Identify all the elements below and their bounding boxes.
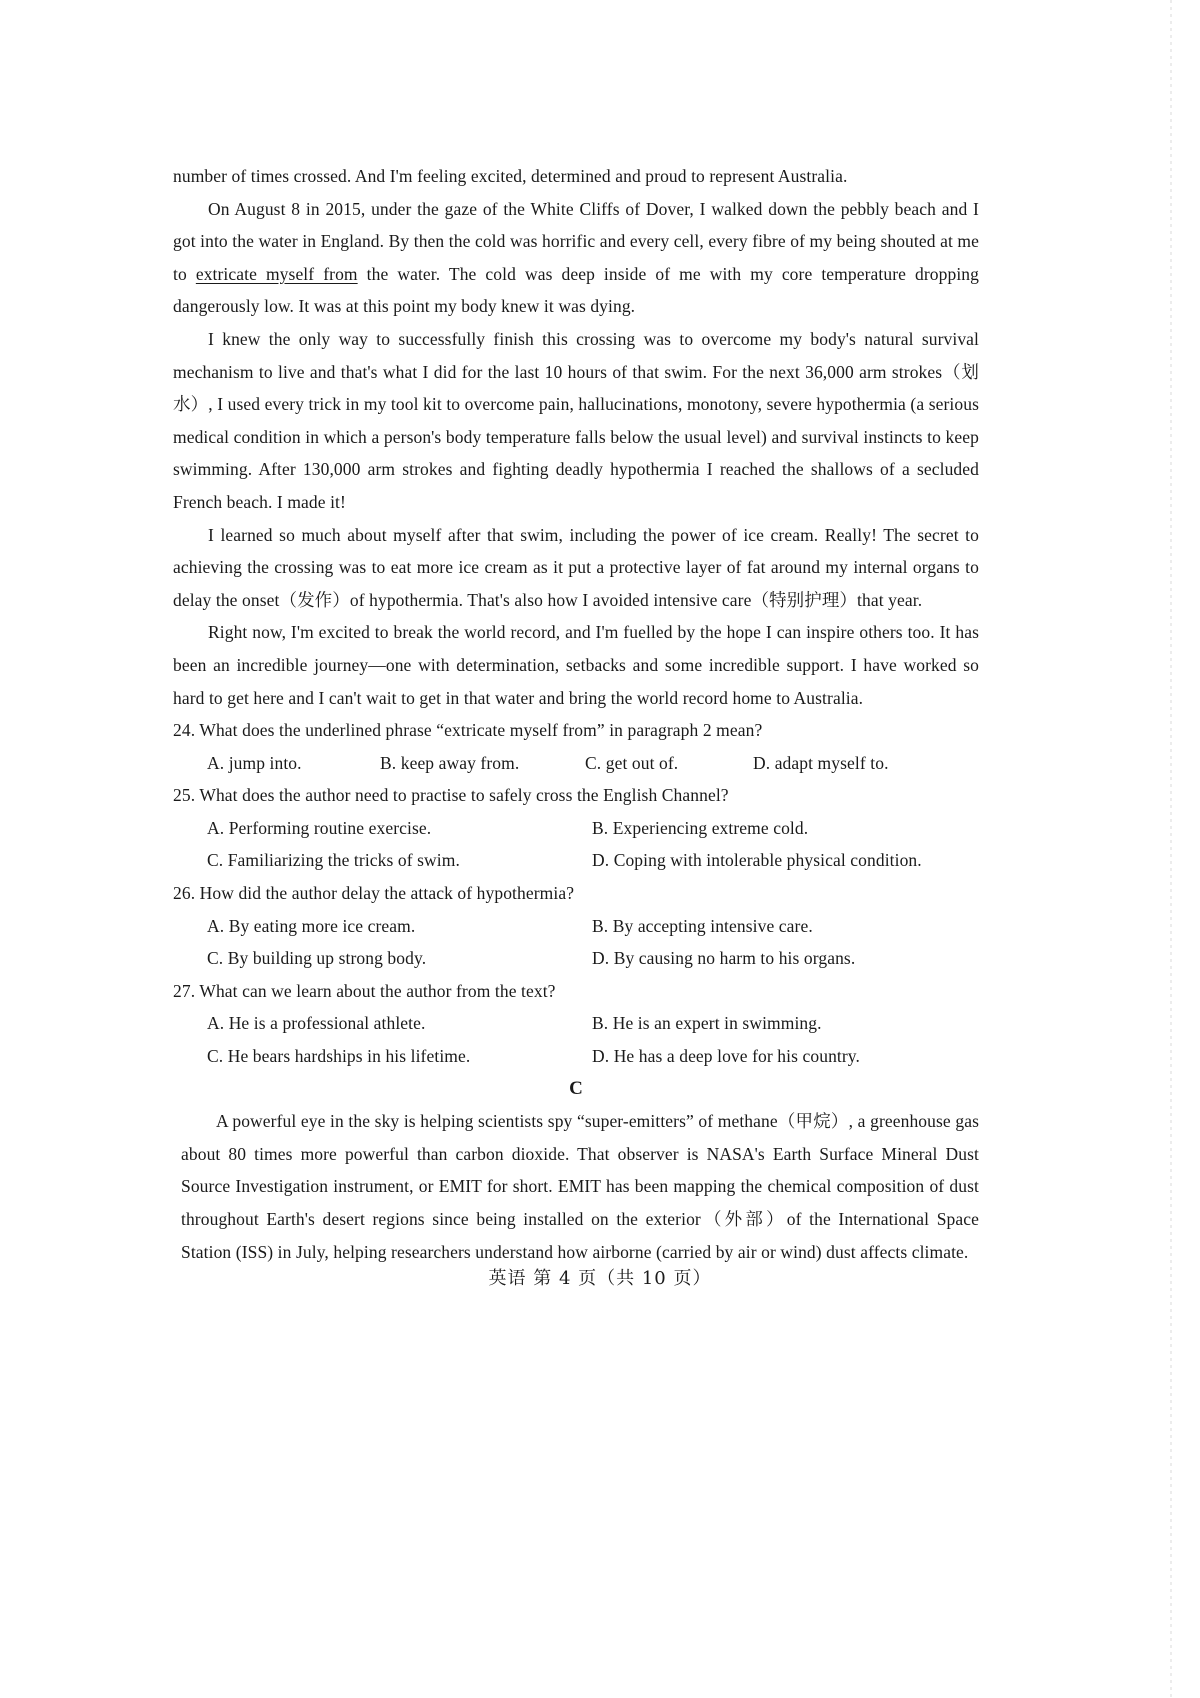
question-25: 25. What does the author need to practise to safely cross the English Channel? (173, 785, 729, 806)
option-26d: D. By causing no harm to his organs. (592, 948, 856, 969)
underlined-phrase: extricate myself from (195, 263, 358, 284)
option-27a: A. He is a professional athlete. (207, 1013, 426, 1034)
option-24c: C. get out of. (585, 752, 679, 773)
passage-content (173, 160, 979, 1268)
section-c-heading: C (569, 1077, 583, 1099)
paragraph-3: I knew the only way to successfully finish this crossing was to overcome my body's natural survival mechanism to live and that's what I did for the last 10 hours of that swim. For the next 36,000 arm strokes（划水）, I used every trick in my tool kit to overcome pain, hallucinations, monotony, severe hypothermia (a serious medical condition in which a person's body temperature falls below the usual level) and survival instincts to keep swimming. After 130,000 arm strokes and fighting deadly hypothermia I reached the shallows of a secluded French beach. I made it! (173, 328, 979, 512)
option-25c: C. Familiarizing the tricks of swim. (207, 850, 460, 871)
question-27-options-ab (173, 1007, 979, 1040)
question-25-options-ab (173, 812, 979, 845)
option-25d: D. Coping with intolerable physical condition. (592, 850, 922, 871)
question-24: 24. What does the underlined phrase “extricate myself from” in paragraph 2 mean? (173, 720, 763, 741)
question-27: 27. What can we learn about the author from the text? (173, 980, 556, 1001)
question-26: 26. How did the author delay the attack of hypothermia? (173, 883, 575, 904)
paragraph-1: number of times crossed. And I'm feeling excited, determined and proud to represent Australia. (173, 166, 848, 186)
question-24-options (173, 747, 979, 780)
paragraph-4: I learned so much about myself after that swim, including the power of ice cream. Really! The secret to achieving the crossing was to eat more ice cream as it put a protective layer of fat around my internal organs to delay the onset（发作）of hypothermia. That's also how I avoided intensive care（特别护理）that year. (173, 524, 979, 610)
paragraph-2 (173, 193, 979, 323)
question-27-options-cd (173, 1040, 979, 1073)
paragraph-2-before: On August 8 in 2015, under the gaze of the White Cliffs of Dover, I walked down the pebbly beach and I got into the water in England. By then the cold was horrific and every cell, every fibre of my being shouted at me to (173, 198, 979, 284)
page-footer: 英语 第 4 页（共 10 页） (488, 1268, 712, 1289)
scan-edge-artifact (1170, 0, 1172, 1698)
paragraph-5: Right now, I'm excited to break the world record, and I'm fuelled by the hope I can inspire others too. It has been an incredible journey—one with determination, setbacks and some incredible support. I have worked so hard to get here and I can't wait to get in that water and bring the world record home to Australia. (173, 622, 979, 708)
question-25-options-cd (173, 844, 979, 877)
question-26-options-ab (173, 910, 979, 943)
option-24a: A. jump into. (207, 752, 302, 773)
option-27c: C. He bears hardships in his lifetime. (207, 1046, 471, 1067)
paragraph-2-after: the water. The cold was deep inside of me with my core temperature dropping dangerously low. It was at this point my body knew it was dying. (173, 263, 979, 317)
option-25b: B. Experiencing extreme cold. (592, 817, 809, 838)
option-24b: B. keep away from. (380, 752, 520, 773)
option-27b: B. He is an expert in swimming. (592, 1013, 822, 1034)
option-27d: D. He has a deep love for his country. (592, 1046, 861, 1067)
section-c-paragraph: A powerful eye in the sky is helping scientists spy “super-emitters” of methane（甲烷）, a greenhouse gas about 80 times more powerful than carbon dioxide. That observer is NASA's Earth Surface Mineral Dust Source Investigation instrument, or EMIT for short. EMIT has been mapping the chemical composition of dust throughout Earth's desert regions since being installed on the exterior（外部）of the International Space Station (ISS) in July, helping researchers understand how airborne (carried by air or wind) dust affects climate. (181, 1111, 979, 1262)
section-c-block (181, 1105, 979, 1268)
option-26c: C. By building up strong body. (207, 948, 427, 969)
option-25a: A. Performing routine exercise. (207, 817, 432, 838)
option-26a: A. By eating more ice cream. (207, 915, 416, 936)
option-24d: D. adapt myself to. (753, 752, 889, 773)
question-26-options-cd (173, 942, 979, 975)
option-26b: B. By accepting intensive care. (592, 915, 813, 936)
